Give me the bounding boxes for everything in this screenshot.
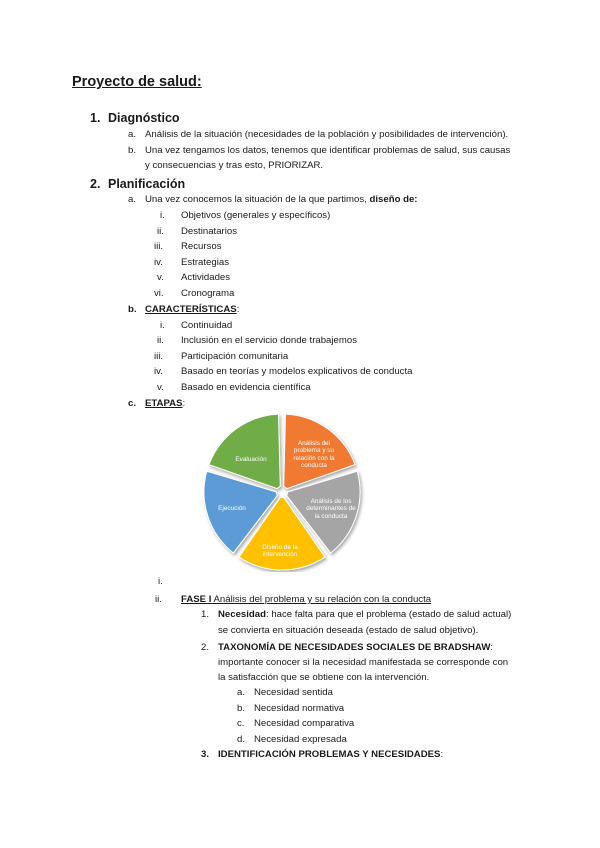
numbered-item-bold: IDENTIFICACIÓN PROBLEMAS Y NECESIDADES — [218, 749, 441, 760]
numbered-item-colon: : — [440, 749, 444, 760]
list-marker: b. — [128, 145, 137, 156]
list-item: Estrategias — [181, 257, 229, 268]
numbered-item — [218, 748, 443, 762]
numbered-item-colon: : — [490, 642, 494, 653]
list-marker: a. — [237, 687, 246, 698]
list-item-bold: diseño de: — [369, 194, 418, 205]
roman-marker: i. — [158, 576, 163, 587]
list-item: Basado en teorías y modelos explicativos de conducta — [181, 366, 413, 377]
list-item: Participación comunitaria — [181, 351, 289, 362]
list-item: Destinatarios — [181, 226, 237, 237]
phase-heading — [181, 593, 431, 607]
roman-marker: ii. — [155, 594, 162, 605]
stages-cycle-diagram — [196, 412, 368, 572]
list-item: Continuidad — [181, 320, 233, 331]
roman-marker: v. — [157, 382, 164, 393]
section-number: 1. — [90, 111, 101, 125]
numbered-item-bold: TAXONOMÍA DE NECESIDADES SOCIALES DE BRADSHAW — [218, 642, 491, 653]
segment-label-ejecucion: Ejecución — [218, 505, 246, 512]
numbered-item-bold: Necesidad — [218, 609, 266, 620]
list-marker: b. — [128, 304, 137, 315]
subsection-colon: : — [236, 304, 240, 315]
subsection-heading-text: CARACTERÍSTICAS — [145, 304, 237, 315]
phase-label: FASE I — [181, 594, 212, 605]
phase-title: Análisis del problema y su relación con la conducta — [211, 594, 432, 605]
list-item — [145, 193, 418, 207]
list-item-continuation: y consecuencias y tras esto, PRIORIZAR. — [145, 160, 324, 171]
segment-label-analisis: Análisis del problema y su relación con la conducta — [293, 440, 335, 470]
list-item: Análisis de la situación (necesidades de la población y posibilidades de intervención). — [145, 129, 509, 140]
numbered-item-continuation: se convierta en situación deseada (estado de salud objetivo). — [218, 625, 479, 636]
list-marker: b. — [237, 703, 246, 714]
segment-label-evaluacion: Evaluación — [235, 456, 267, 463]
list-marker: c. — [237, 718, 245, 729]
list-marker: a. — [128, 194, 137, 205]
numbered-marker: 2. — [201, 642, 210, 653]
roman-marker: iii. — [154, 241, 164, 252]
numbered-marker: 3. — [201, 749, 210, 760]
roman-marker: iv. — [154, 257, 163, 268]
numbered-marker: 1. — [201, 609, 210, 620]
list-item: Inclusión en el servicio donde trabajemos — [181, 335, 357, 346]
section-heading: Planificación — [108, 177, 186, 191]
list-item: Basado en evidencia científica — [181, 382, 311, 393]
roman-marker: ii. — [157, 226, 164, 237]
subsection-heading — [145, 303, 239, 317]
numbered-item — [218, 608, 511, 622]
numbered-item — [218, 641, 493, 655]
numbered-item-text: : hace falta para que el problema (estado de salud actual) — [266, 609, 512, 620]
page-title: Proyecto de salud: — [72, 74, 202, 90]
roman-marker: ii. — [157, 335, 164, 346]
section-heading: Diagnóstico — [108, 111, 180, 125]
list-item: Objetivos (generales y específicos) — [181, 210, 331, 221]
roman-marker: iii. — [154, 351, 164, 362]
list-item: Necesidad sentida — [254, 687, 333, 698]
list-item-text: Una vez conocemos la situación de la que partimos, — [145, 194, 370, 205]
roman-marker: i. — [160, 210, 165, 221]
roman-marker: iv. — [154, 366, 163, 377]
list-marker: a. — [128, 129, 137, 140]
segment-label-diseno: Diseño de la intervención — [262, 544, 298, 559]
list-item: Una vez tengamos los datos, tenemos que identificar problemas de salud, sus causas — [145, 145, 511, 156]
list-item: Actividades — [181, 272, 231, 283]
list-marker: c. — [128, 398, 137, 409]
list-item: Necesidad normativa — [254, 703, 345, 714]
roman-marker: i. — [160, 320, 165, 331]
subsection-heading-text: ETAPAS — [145, 398, 183, 409]
list-marker: d. — [237, 734, 246, 745]
segment-label-determinantes: Análisis de los determinantes de la conducta — [306, 498, 356, 520]
numbered-item-continuation: importante conocer si la necesidad manifestada se corresponde con — [218, 657, 509, 668]
numbered-item-continuation: la satisfacción que se obtiene con la intervención. — [218, 672, 430, 683]
list-item: Necesidad expresada — [254, 734, 347, 745]
list-item: Recursos — [181, 241, 222, 252]
roman-marker: v. — [157, 272, 164, 283]
list-item: Cronograma — [181, 288, 235, 299]
subsection-heading — [145, 397, 185, 411]
subsection-colon: : — [182, 398, 186, 409]
list-item: Necesidad comparativa — [254, 718, 355, 729]
roman-marker: vi. — [154, 288, 164, 299]
section-number: 2. — [90, 177, 101, 191]
